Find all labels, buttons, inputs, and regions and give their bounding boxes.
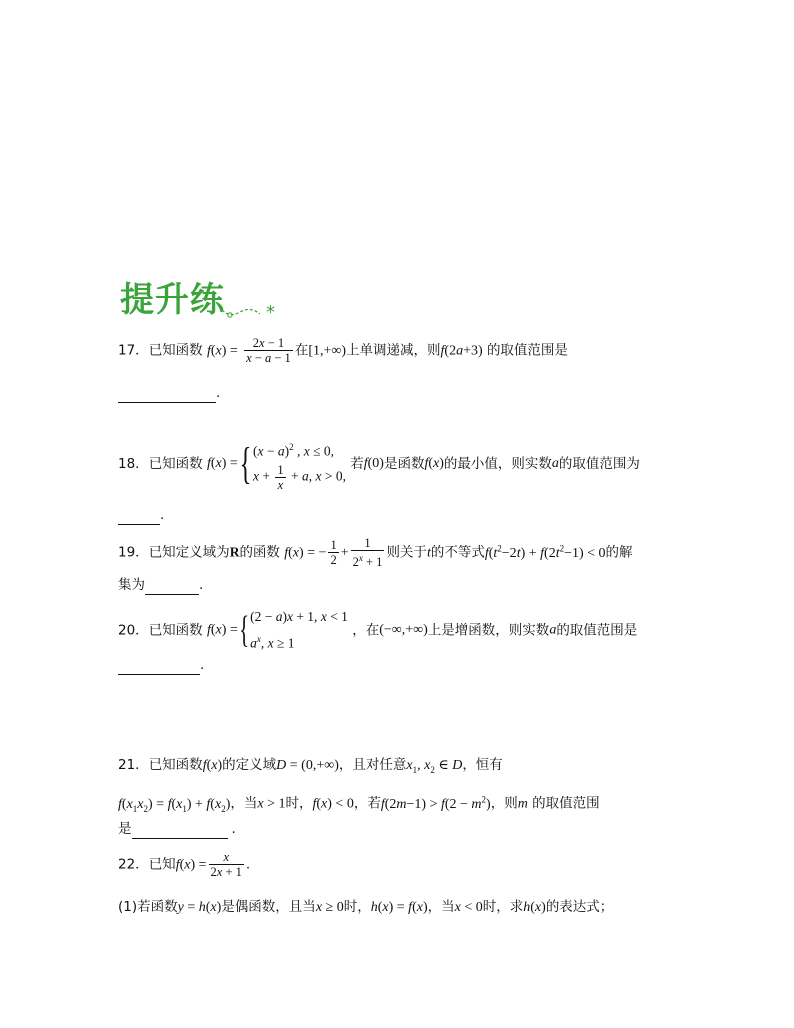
question-21: 21．已知函数f(x)的定义域D = (0,+∞)，且对任意$x_1$, $x_2$ ∈ D，恒有 bbox=[118, 757, 503, 775]
question-19-cont: 集为 . bbox=[118, 577, 204, 593]
piecewise-cases: (2 − a)x + 1, x < 1 $a^x$, x ≥ 1 bbox=[250, 609, 348, 651]
question-19: 19．已知定义域为R的函数 f(x) = − $\frac{1}{2}$ + $\frac{1}{2^x + 1}$ 则关于t的不等式$f(t^2-2t) + f(2t^2-1) < 0$的解 bbox=[118, 536, 633, 570]
answer-blank-18[interactable]: . bbox=[118, 506, 164, 525]
piecewise-cases: $(x - a)^2$ , x ≤ 0, x + $\frac{1}{x}$ + a, x > 0, bbox=[252, 442, 346, 492]
question-21-end: 是 . bbox=[118, 821, 236, 837]
question-22-part-1: (1)若函数y = h(x)是偶函数，且当x ≥ 0时，h(x) = f(x)，当x < 0时，求h(x)的表达式； bbox=[118, 899, 614, 915]
section-title: 提升练 bbox=[120, 280, 225, 320]
answer-blank-20[interactable]: . bbox=[118, 656, 204, 675]
answer-blank-21[interactable] bbox=[132, 820, 228, 839]
question-17: 17．已知函数 f(x) = $\frac{2x - 1}{x - a - 1}$ 在[1,+∞)上单调递减，则f(2a+3) 的取值范围是 bbox=[118, 336, 568, 365]
question-18: 18．已知函数 f(x) ={ $(x - a)^2$ , x ≤ 0, x + $\frac{1}{x}$ + a, x > 0, 若f(0)是函数f(x)的最小值，则实数a的取值范围为 bbox=[118, 436, 640, 492]
vine-decoration-icon bbox=[220, 302, 280, 324]
question-21-cont: $f(x_1x_2) = f(x_1) + f(x_2)$，当x > 1时，f(x) < 0，若$f(2m-1) > f(2 - m^2)$，则m 的取值范围 bbox=[118, 794, 600, 814]
section-header bbox=[120, 272, 275, 323]
question-20: 20．已知函数 f(x) ={ (2 − a)x + 1, x < 1 $a^x$, x ≥ 1 ，在(−∞,+∞)上是增函数，则实数a的取值范围是 bbox=[118, 606, 637, 655]
answer-blank-17[interactable]: . bbox=[118, 384, 220, 403]
question-22: 22．已知f(x) = $\frac{x}{2x + 1}$ . bbox=[118, 850, 251, 879]
answer-blank-19[interactable] bbox=[145, 576, 199, 595]
flower-icon: * bbox=[266, 302, 275, 323]
fraction: $\frac{2x - 1}{x - a - 1}$ bbox=[246, 336, 291, 365]
